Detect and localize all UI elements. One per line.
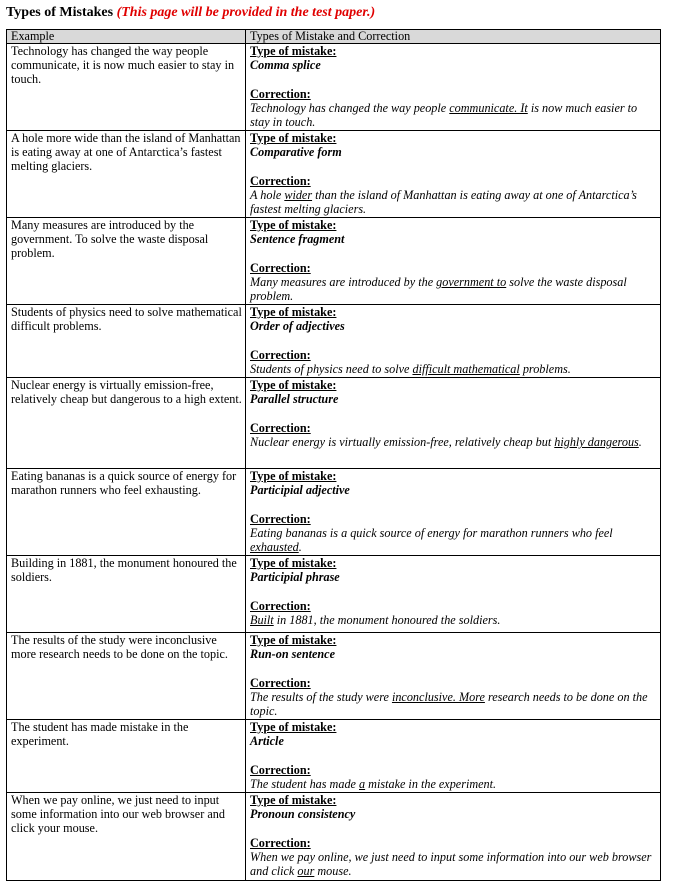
table-row [7, 469, 661, 556]
correction-text: Eating bananas is a quick source of energy for marathon runners who feel [250, 526, 613, 540]
table-body [7, 44, 661, 881]
example-cell: The student has made mistake in the experiment. [7, 720, 246, 793]
mistake-type: Order of adjectives [250, 319, 345, 333]
correction-sentence [250, 435, 657, 449]
correction-text: mistake in the experiment. [365, 777, 497, 791]
page-title [6, 5, 375, 21]
type-label: Type of mistake: [250, 793, 337, 807]
correction-text: in 1881, the monument honoured the soldiers. [273, 613, 501, 627]
mistake-type: Participial adjective [250, 483, 350, 497]
correction-cell [246, 793, 661, 881]
mistakes-table [6, 29, 661, 881]
table-header-row [7, 30, 661, 44]
type-label: Type of mistake: [250, 305, 337, 319]
correction-cell [246, 556, 661, 633]
correction-cell [246, 305, 661, 378]
correction-text: Many measures are introduced by the [250, 275, 437, 289]
example-cell: Students of physics need to solve mathematical difficult problems. [7, 305, 246, 378]
spacer [250, 406, 657, 421]
correction-sentence [250, 850, 657, 878]
correction-text: mouse. [314, 864, 352, 878]
spacer [250, 661, 657, 676]
correction-text: research needs to be done on the topic. [250, 690, 648, 718]
correction-sentence [250, 362, 657, 376]
table-row [7, 44, 661, 131]
header-types: Types of Mistake and Correction [246, 30, 661, 44]
type-label: Type of mistake: [250, 720, 337, 734]
corrected-fragment: communicate. It [449, 101, 528, 115]
title-note: (This page will be provided in the test paper.) [116, 5, 376, 20]
corrected-fragment: difficult mathematical [412, 362, 520, 376]
table-row [7, 218, 661, 305]
correction-cell [246, 469, 661, 556]
title-text: Types of Mistakes [6, 5, 114, 20]
type-label: Type of mistake: [250, 556, 337, 570]
correction-cell [246, 131, 661, 218]
corrected-fragment: our [297, 864, 315, 878]
correction-sentence [250, 777, 657, 791]
correction-sentence [250, 613, 657, 627]
spacer [250, 584, 657, 599]
correction-label: Correction: [250, 676, 311, 690]
mistake-type: Article [250, 734, 284, 748]
table-row [7, 793, 661, 881]
type-label: Type of mistake: [250, 218, 337, 232]
correction-label: Correction: [250, 261, 311, 275]
corrected-fragment: Built [250, 613, 274, 627]
correction-label: Correction: [250, 836, 311, 850]
corrected-fragment: exhausted [250, 540, 299, 554]
example-cell: Technology has changed the way people communicate, it is now much easier to stay in touch. [7, 44, 246, 131]
spacer [250, 72, 657, 87]
spacer [250, 246, 657, 261]
mistake-type: Pronoun consistency [250, 807, 356, 821]
correction-label: Correction: [250, 87, 311, 101]
correction-label: Correction: [250, 512, 311, 526]
type-label: Type of mistake: [250, 469, 337, 483]
type-label: Type of mistake: [250, 131, 337, 145]
example-cell: A hole more wide than the island of Manhattan is eating away at one of Antarctica’s fastest melting glaciers. [7, 131, 246, 218]
spacer [250, 748, 657, 763]
table-row [7, 633, 661, 720]
mistake-type: Parallel structure [250, 392, 339, 406]
correction-label: Correction: [250, 348, 311, 362]
correction-cell [246, 218, 661, 305]
table-row [7, 720, 661, 793]
correction-text: problems. [519, 362, 571, 376]
correction-text: is now much easier to stay in touch. [250, 101, 638, 129]
spacer [250, 333, 657, 348]
correction-text: . [638, 435, 642, 449]
example-cell: Many measures are introduced by the government. To solve the waste disposal problem. [7, 218, 246, 305]
correction-text: Students of physics need to solve [250, 362, 413, 376]
correction-text: The results of the study were [250, 690, 392, 704]
corrected-fragment: highly dangerous [554, 435, 639, 449]
example-cell: Building in 1881, the monument honoured the soldiers. [7, 556, 246, 633]
correction-label: Correction: [250, 421, 311, 435]
correction-text: than the island of Manhattan is eating away at one of Antarctica’s fastest melting glaciers. [250, 188, 637, 216]
correction-text: solve the waste disposal problem. [250, 275, 627, 303]
correction-sentence [250, 526, 657, 554]
correction-sentence [250, 101, 657, 129]
type-label: Type of mistake: [250, 633, 337, 647]
correction-cell [246, 720, 661, 793]
corrected-fragment: government to [436, 275, 507, 289]
correction-sentence [250, 188, 657, 216]
mistake-type: Comparative form [250, 145, 342, 159]
example-cell: When we pay online, we just need to input some information into our web browser and click your mouse. [7, 793, 246, 881]
table-row [7, 305, 661, 378]
spacer [250, 821, 657, 836]
mistake-type: Participial phrase [250, 570, 340, 584]
correction-text: A hole [250, 188, 285, 202]
correction-label: Correction: [250, 174, 311, 188]
corrected-fragment: wider [284, 188, 313, 202]
correction-text: Technology has changed the way people [250, 101, 450, 115]
correction-sentence [250, 690, 657, 718]
example-cell: Nuclear energy is virtually emission-free, relatively cheap but dangerous to a high extent. [7, 378, 246, 469]
corrected-fragment: inconclusive. More [391, 690, 485, 704]
correction-cell [246, 378, 661, 469]
header-example: Example [7, 30, 246, 44]
mistake-type: Run-on sentence [250, 647, 335, 661]
example-cell: The results of the study were inconclusive more research needs to be done on the topic. [7, 633, 246, 720]
correction-label: Correction: [250, 599, 311, 613]
correction-cell [246, 633, 661, 720]
correction-cell [246, 44, 661, 131]
correction-text: Nuclear energy is virtually emission-free, relatively cheap but [250, 435, 555, 449]
example-cell: Eating bananas is a quick source of energy for marathon runners who feel exhausting. [7, 469, 246, 556]
correction-label: Correction: [250, 763, 311, 777]
spacer [250, 497, 657, 512]
type-label: Type of mistake: [250, 378, 337, 392]
table-row [7, 378, 661, 469]
correction-text: . [298, 540, 302, 554]
corrected-fragment: a [359, 777, 366, 791]
correction-text: When we pay online, we just need to input some information into our web browser and click [250, 850, 652, 878]
spacer [250, 159, 657, 174]
table-row [7, 556, 661, 633]
type-label: Type of mistake: [250, 44, 337, 58]
correction-sentence [250, 275, 657, 303]
mistake-type: Comma splice [250, 58, 321, 72]
table-row [7, 131, 661, 218]
correction-text: The student has made [250, 777, 360, 791]
mistake-type: Sentence fragment [250, 232, 345, 246]
